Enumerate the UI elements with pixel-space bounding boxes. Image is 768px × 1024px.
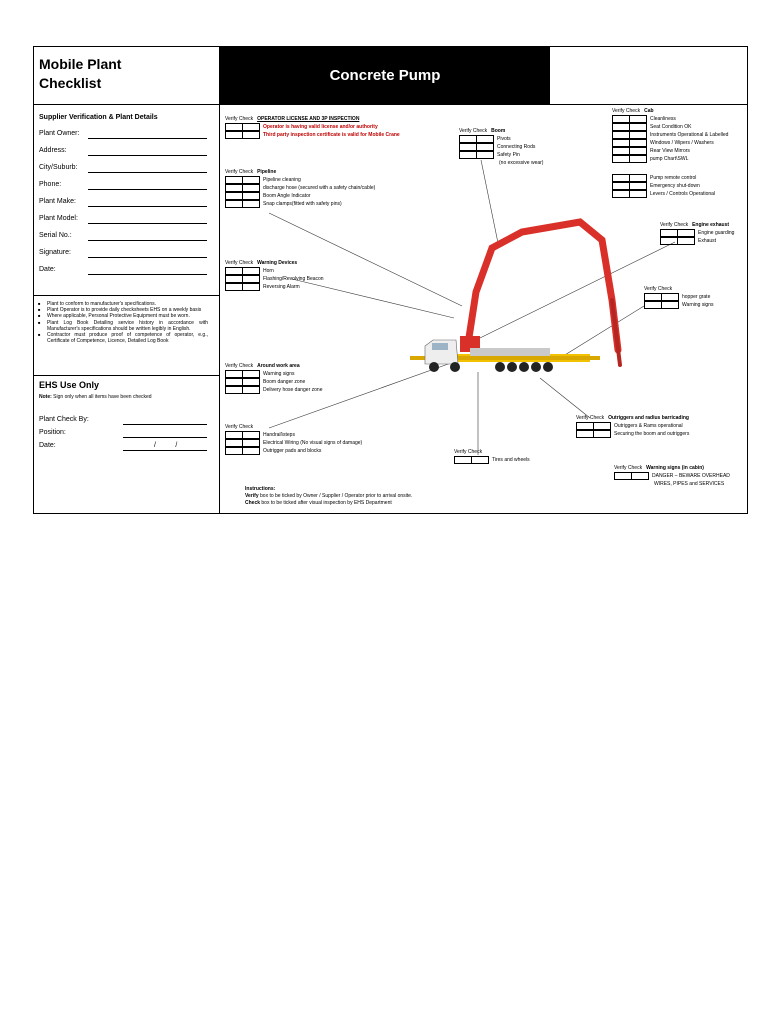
check-column-label: Check [238,363,254,369]
checklist-item-label: Outriggers & Rams operational [614,423,683,429]
checklist-row [612,174,715,182]
verify-checkbox[interactable] [612,115,630,123]
verify-column-label: Verify [225,116,238,122]
checklist-row [660,229,734,237]
ehs-check-by-label: Plant Check By: [39,416,89,423]
group-header [225,424,362,431]
checklist-row [225,267,324,275]
checklist-row [612,182,715,190]
group-title: Around work area [257,363,300,369]
left-divider-1 [33,295,220,296]
check-column-label: Check [238,260,254,266]
check-checkbox[interactable] [629,190,647,198]
page-title: Mobile Plant Checklist [39,56,122,91]
checklist-row [660,237,734,245]
checklist-group-cab [612,108,728,163]
check-checkbox[interactable] [629,182,647,190]
verify-checkbox[interactable] [612,190,630,198]
check-checkbox[interactable] [242,283,260,291]
ehs-note: Note: Sign only when all items have been checked [39,394,152,400]
group-header [225,116,400,123]
verify-checkbox[interactable] [612,155,630,163]
left-divider-2 [33,375,220,376]
checklist-item-label: Windows / Wipers / Washers [650,140,714,146]
check-checkbox[interactable] [629,155,647,163]
verify-checkbox[interactable] [225,378,243,386]
check-checkbox[interactable] [661,293,679,301]
checklist-item-label: Warning signs [263,371,295,377]
verify-checkbox[interactable] [612,123,630,131]
checklist-row [612,147,728,155]
check-column-label: Check [238,116,254,122]
group-title: Pipeline [257,169,277,175]
checklist-item-label: Electrical Wiring (No visual signs of damage) [263,440,363,446]
verify-checkbox[interactable] [612,139,630,147]
verify-checkbox[interactable] [225,370,243,378]
note-item: ■ Plant Operator is to provide daily checksheets EHS on a weekly basis [38,307,208,313]
checklist-row [612,139,728,147]
ehs-date-separators: / / [154,442,178,449]
checklist-item-label: Snap clamps(fitted with safety pins) [263,201,342,207]
check-checkbox[interactable] [242,370,260,378]
supplier-field-input[interactable] [88,240,207,241]
group-title: Warning Devices [257,260,298,266]
check-checkbox[interactable] [242,123,260,131]
check-checkbox[interactable] [677,237,695,245]
checklist-row [225,192,375,200]
ehs-date-field[interactable] [123,450,207,451]
verify-checkbox[interactable] [225,386,243,394]
group-header [459,128,543,135]
check-column-label: Check [625,108,641,114]
header-divider [33,104,748,105]
supplier-field-label: Phone: [39,181,62,188]
ehs-check-by-field[interactable] [123,424,207,425]
supplier-field-input[interactable] [88,172,207,173]
verify-checkbox[interactable] [225,184,243,192]
instructions-title: Instructions: [245,486,276,492]
checklist-row [459,135,543,143]
checklist-row [225,370,322,378]
check-checkbox[interactable] [593,430,611,438]
supplier-field-label: Address: [39,147,67,154]
checklist-item-label: Operator is having valid license and/or authority [263,124,378,130]
checklist-row [459,143,543,151]
verify-checkbox[interactable] [612,174,630,182]
checklist-row [454,456,530,464]
checklist-item-label: DANGER – BEWARE OVERHEAD [652,473,730,479]
checklist-item-label: Pivots [497,136,511,142]
verify-checkbox[interactable] [660,237,678,245]
supplier-field-input[interactable] [88,206,207,207]
checklist-row [225,123,400,131]
check-checkbox[interactable] [629,139,647,147]
checklist-item-label: Instruments Operational & Labelled [650,132,729,138]
verify-checkbox[interactable] [454,456,472,464]
verify-column-label: Verify [644,286,657,292]
group-header [225,169,375,176]
verify-column-label: Verify [576,415,589,421]
supplier-field-label: Plant Model: [39,215,78,222]
checklist-row [614,472,730,480]
verify-checkbox[interactable] [225,123,243,131]
checklist-item-label: Outrigger pads and blocks [263,448,322,454]
verify-checkbox[interactable] [612,131,630,139]
checklist-group-engine [660,222,734,245]
checklist-row [576,430,689,438]
group-title: Cab [644,108,654,114]
verify-checkbox[interactable] [225,447,243,455]
checklist-row [225,378,322,386]
verify-checkbox[interactable] [225,131,243,139]
check-checkbox[interactable] [476,151,494,159]
verify-checkbox[interactable] [225,431,243,439]
checklist-row [612,115,728,123]
supplier-field-label: Plant Owner: [39,130,80,137]
verify-checkbox[interactable] [459,151,477,159]
verify-checkbox[interactable] [225,200,243,208]
check-column-label: Check [238,424,254,430]
checklist-item-label: Pump remote control [650,175,697,181]
checklist-item-note: (no excessive wear) [499,160,544,166]
check-checkbox[interactable] [629,174,647,182]
checklist-item-label: Emergency shut-down [650,183,700,189]
group-header [614,465,730,472]
verify-column-label: Verify [225,363,238,369]
check-checkbox[interactable] [242,378,260,386]
check-checkbox[interactable] [476,143,494,151]
verify-checkbox[interactable] [576,422,594,430]
verify-column-label: Verify [225,424,238,430]
group-title: Boom [491,128,506,134]
check-checkbox[interactable] [242,447,260,455]
supplier-section-title: Supplier Verification & Plant Details [39,114,158,121]
check-checkbox[interactable] [629,115,647,123]
verify-column-label: Verify [612,108,625,114]
checklist-row [225,200,375,208]
verify-checkbox[interactable] [225,176,243,184]
check-checkbox[interactable] [242,176,260,184]
checklist-item-label: hopper grate [682,294,711,300]
check-column-label: Check [589,415,605,421]
check-checkbox[interactable] [471,456,489,464]
notes-list [38,301,208,344]
checklist-group-pipeline [225,169,375,208]
note-item: ■ Plant Log Book Detailing service history in accordance with Manufacturer's specifications should be written legibly in English. [38,320,208,332]
group-title: Engine exhaust [692,222,730,228]
checklist-row [459,151,543,159]
instructions: Instructions: Verify box to be ticked by Owner / Supplier / Operator prior to arrival onsite. Check box to be ticked after visual inspection by EHS Department [245,486,413,506]
checklist-item-label: Connecting Rods [497,144,536,150]
supplier-field-label: Date: [39,266,56,273]
supplier-field-input[interactable] [88,189,207,190]
check-checkbox[interactable] [629,123,647,131]
checklist-group-warning [225,260,324,291]
checklist-item-label: Seat Condition OK [650,124,692,130]
check-checkbox[interactable] [593,422,611,430]
checklist-row [225,439,362,447]
note-item: ■ Plant to conform to manufacturer's specifications. [38,301,208,307]
supplier-field-input[interactable] [88,274,207,275]
check-column-label: Check [673,222,689,228]
checklist-item-label: Delivery hose danger zone [263,387,323,393]
verify-checkbox[interactable] [612,147,630,155]
checklist-group-hopper [644,286,714,309]
checklist-item-label: Reversing Alarm [263,284,300,290]
check-checkbox[interactable] [242,439,260,447]
group-header [225,363,322,370]
checklist-row [644,301,714,309]
check-checkbox[interactable] [242,184,260,192]
check-checkbox[interactable] [661,301,679,309]
verify-checkbox[interactable] [459,135,477,143]
check-column-label: Check [657,286,673,292]
supplier-field-label: Serial No.: [39,232,72,239]
check-checkbox[interactable] [242,275,260,283]
check-checkbox[interactable] [242,192,260,200]
verify-checkbox[interactable] [459,143,477,151]
check-checkbox[interactable] [476,135,494,143]
checklist-item-label: Exhaust [698,238,717,244]
checklist-row [225,176,375,184]
verify-column-label: Verify [614,465,627,471]
checklist-row [612,131,728,139]
verify-checkbox[interactable] [576,430,594,438]
checklist-row [612,155,728,163]
supplier-field-input[interactable] [88,155,207,156]
verify-checkbox[interactable] [660,229,678,237]
supplier-field-input[interactable] [88,223,207,224]
ehs-title: EHS Use Only [39,380,100,390]
verify-column-label: Verify [454,449,467,455]
checklist-group-boom [459,128,543,167]
check-checkbox[interactable] [242,386,260,394]
checklist-item-label: Securing the boom and outriggers [614,431,690,437]
verify-checkbox[interactable] [644,293,662,301]
group-title: OPERATOR LICENSE AND 3P INSPECTION [257,116,360,122]
ehs-position-field[interactable] [123,437,207,438]
check-checkbox[interactable] [242,200,260,208]
check-checkbox[interactable] [242,267,260,275]
verify-column-label: Verify [225,169,238,175]
checklist-row [225,283,324,291]
checklist-item-label: Warning signs [682,302,714,308]
checklist-row [225,431,362,439]
supplier-field-label: City/Suburb: [39,164,78,171]
checklist-group-operator [225,116,400,139]
verify-checkbox[interactable] [225,192,243,200]
banner-title: Concrete Pump [220,46,550,104]
check-checkbox[interactable] [242,431,260,439]
ehs-position-label: Position: [39,429,66,436]
checklist-row [225,131,400,139]
checklist-row [225,184,375,192]
verify-checkbox[interactable] [225,439,243,447]
verify-checkbox[interactable] [614,472,632,480]
checklist-row [225,447,362,455]
note-item: ■ Where applicable, Personal Protective Equipment must be worn. [38,313,208,319]
verify-checkbox[interactable] [612,182,630,190]
verify-checkbox[interactable] [644,301,662,309]
supplier-field-input[interactable] [88,138,207,139]
check-checkbox[interactable] [677,229,695,237]
verify-checkbox[interactable] [225,283,243,291]
check-column-label: Check [238,169,254,175]
check-column-label: Check [467,449,483,455]
supplier-field-label: Signature: [39,249,71,256]
group-title: Warning signs (in cabin) [646,465,704,471]
checklist-item-label: Boom danger zone [263,379,306,385]
checklist-group-tires [454,449,530,464]
checklist-row [225,386,322,394]
checklist-group-signs [614,465,730,488]
check-checkbox[interactable] [631,472,649,480]
checklist-item-label: Rear View Mirrors [650,148,690,154]
checklist-item-label: Handrail\steps [263,432,295,438]
checklist-item-label: discharge hose (secured with a safety chain/cable) [263,185,376,191]
verify-checkbox[interactable] [225,267,243,275]
checklist-item-label: Safety Pin [497,152,520,158]
checklist-group-pumpctl [612,174,715,198]
checklist-item-label: Tires and wheels [492,457,530,463]
group-header [660,222,734,229]
group-header [454,449,530,456]
verify-column-label: Verify [459,128,472,134]
ehs-date-label: Date: [39,442,56,449]
checklist-item-label: Flashing/Revolving Beacon [263,276,324,282]
check-column-label: Check [627,465,643,471]
checklist-item-label: Boom Angle Indicator [263,193,311,199]
note-item: ■ Contractor must produce proof of competence of operator, e.g., Certificate of Competence, Licence, Detailed Log Book [38,332,208,344]
supplier-field-input[interactable] [88,257,207,258]
checklist-row [612,190,715,198]
checklist-row [225,275,324,283]
group-header [644,286,714,293]
verify-column-label: Verify [660,222,673,228]
group-header [225,260,324,267]
verify-column-label: Verify [225,260,238,266]
checklist-group-handrail [225,424,362,455]
checklist-group-around [225,363,322,394]
checklist-item-note: WIRES, PIPES and SERVICES [654,481,725,487]
checklist-item-label: Levers / Controls Operational [650,191,716,197]
checklist-item-label: pump Chart\SWL [650,156,689,162]
check-checkbox[interactable] [629,147,647,155]
checklist-item-label: Cleanliness [650,116,676,122]
checklist-item-label: Horn [263,268,274,274]
group-header [576,415,689,422]
check-checkbox[interactable] [242,131,260,139]
check-column-label: Check [472,128,488,134]
supplier-field-label: Plant Make: [39,198,76,205]
checklist-row [612,123,728,131]
group-title: Outriggers and radius barricading [608,415,689,421]
checklist-row [644,293,714,301]
checklist-group-outriggers [576,415,689,438]
verify-checkbox[interactable] [225,275,243,283]
checklist-item-label: Third party inspection certificate is valid for Mobile Crane [263,132,400,138]
checklist-item-label: Pipeline cleaning [263,177,301,183]
check-checkbox[interactable] [629,131,647,139]
checklist-item-label: Engine guarding [698,230,735,236]
checklist-row [576,422,689,430]
group-header [612,108,728,115]
